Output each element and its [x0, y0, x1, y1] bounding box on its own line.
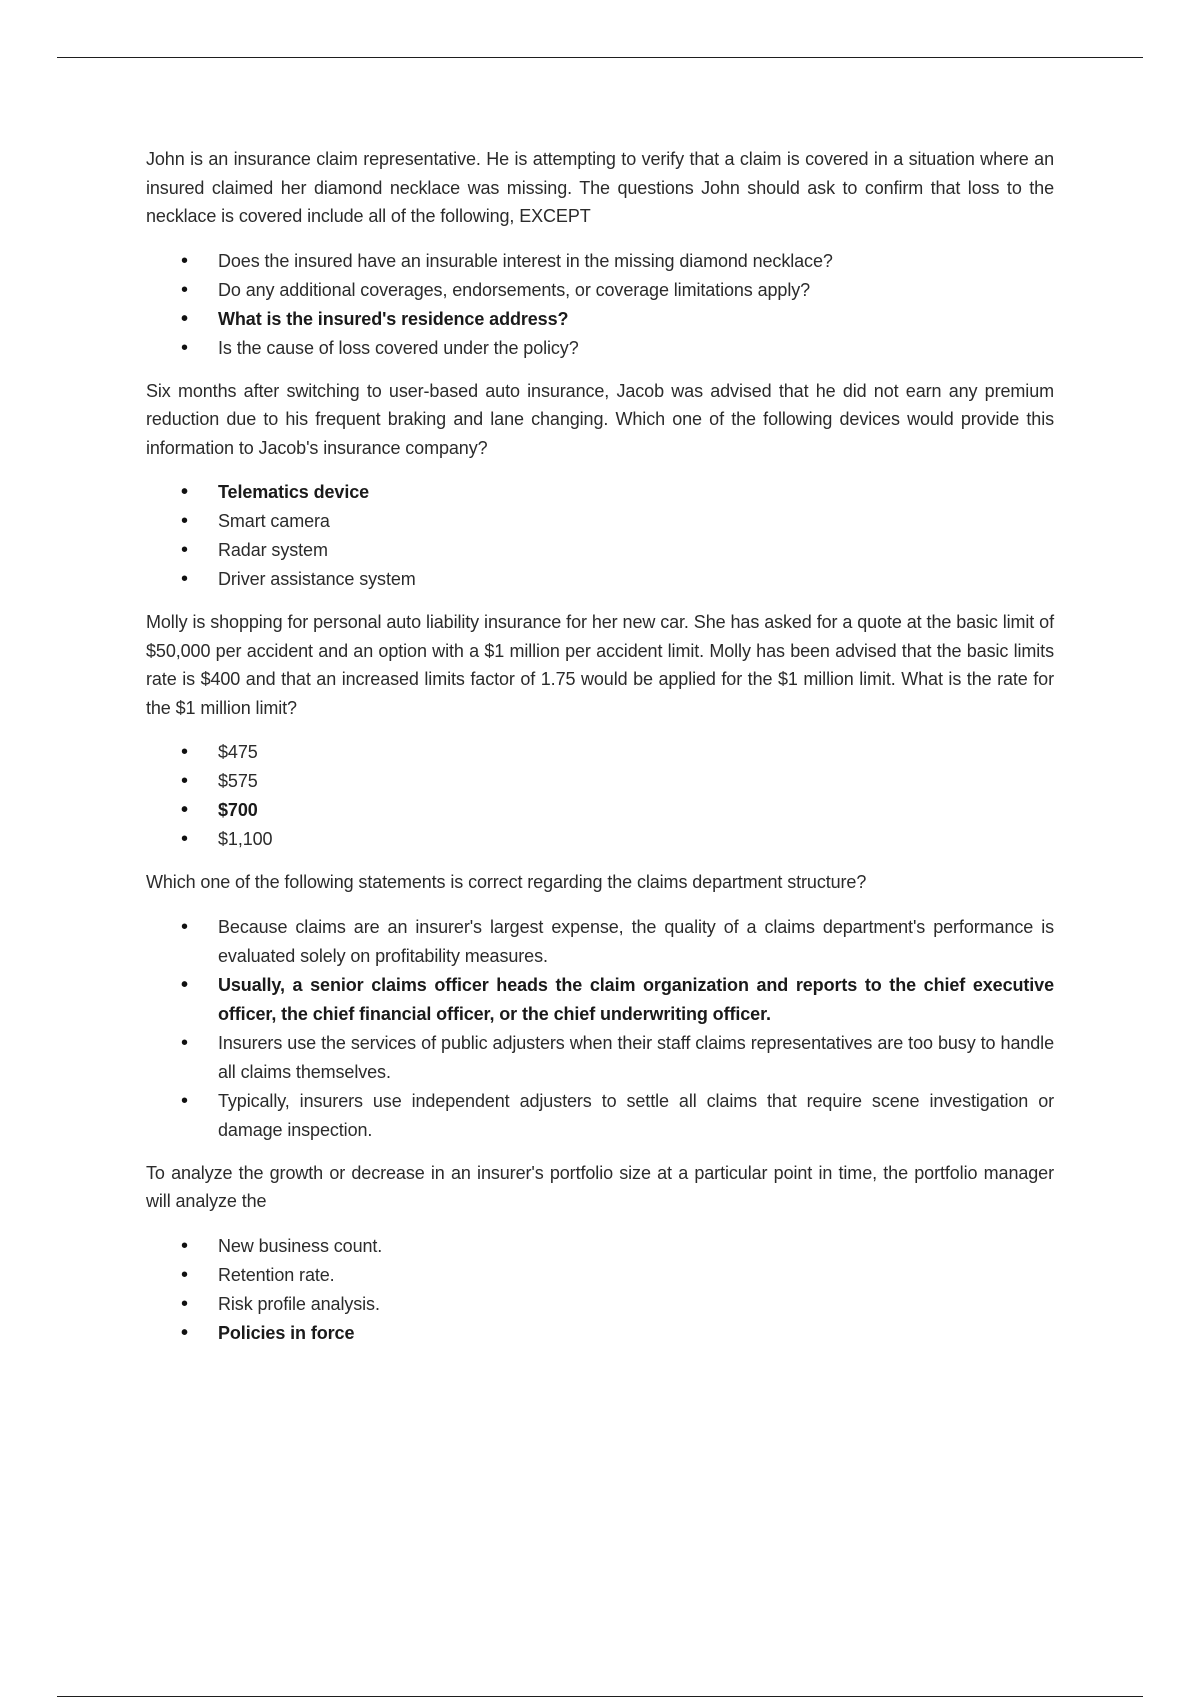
answer-option: • Typically, insurers use independent adjusters to settle all claims that require scene investigation or damage inspection. [218, 1087, 1054, 1145]
footer-rule [57, 1696, 1143, 1697]
answer-option: • Is the cause of loss covered under the policy? [218, 334, 1054, 363]
answer-option: • Driver assistance system [218, 565, 1054, 594]
answer-option-correct: • $700 [218, 796, 1054, 825]
question-stem: Molly is shopping for personal auto liability insurance for her new car. She has asked for a quote at the basic limit of $50,000 per accident and an option with a $1 million per accident limit. Molly has been advised that the basic limits rate is $400 and that an increased limits factor of 1.75 would be applied for the $1 million limit. What is the rate for the $1 million limit? [146, 612, 1054, 718]
answer-option: • Does the insured have an insurable interest in the missing diamond necklace? [218, 247, 1054, 276]
answer-option: • Because claims are an insurer's largest expense, the quality of a claims department's performance is evaluated solely on profitability measures. [218, 913, 1054, 971]
answer-options [146, 913, 1054, 1145]
question-stem: To analyze the growth or decrease in an insurer's portfolio size at a particular point in time, the portfolio manager will analyze the [146, 1162, 1054, 1211]
header-rule [57, 57, 1143, 58]
answer-option: • Retention rate. [218, 1261, 1054, 1290]
answer-options [146, 738, 1054, 854]
answer-option: • $475 [218, 738, 1054, 767]
answer-options [146, 247, 1054, 363]
question-2 [146, 377, 1054, 595]
answer-option: • Risk profile analysis. [218, 1290, 1054, 1319]
question-5 [146, 1159, 1054, 1348]
answer-options [146, 478, 1054, 594]
question-stem: Six months after switching to user-based auto insurance, Jacob was advised that he did not earn any premium reduction due to his frequent braking and lane changing. Which one of the following devices would provide this information to Jacob's insurance company? [146, 380, 1054, 458]
answer-option: • $1,100 [218, 825, 1054, 854]
document-body [146, 145, 1054, 1362]
answer-option: • Radar system [218, 536, 1054, 565]
answer-option-correct: • Telematics device [218, 478, 1054, 507]
question-stem: John is an insurance claim representative. He is attempting to verify that a claim is covered in a situation where an insured claimed her diamond necklace was missing. The questions John should ask to confirm that loss to the necklace is covered include all of the following, EXCEPT [146, 149, 1054, 226]
answer-option: • Do any additional coverages, endorsements, or coverage limitations apply? [218, 276, 1054, 305]
question-4 [146, 868, 1054, 1145]
answer-option-correct: • Usually, a senior claims officer heads the claim organization and reports to the chief executive officer, the chief financial officer, or the chief underwriting officer. [218, 971, 1054, 1029]
question-3 [146, 608, 1054, 854]
answer-option: • $575 [218, 767, 1054, 796]
answer-option-correct: • Policies in force [218, 1319, 1054, 1348]
answer-option: • Smart camera [218, 507, 1054, 536]
answer-option-correct: • What is the insured's residence address? [218, 305, 1054, 334]
question-stem: Which one of the following statements is correct regarding the claims department structure? [146, 872, 867, 892]
question-1 [146, 145, 1054, 363]
answer-options [146, 1232, 1054, 1348]
answer-option: • New business count. [218, 1232, 1054, 1261]
answer-option: • Insurers use the services of public adjusters when their staff claims representatives are too busy to handle all claims themselves. [218, 1029, 1054, 1087]
